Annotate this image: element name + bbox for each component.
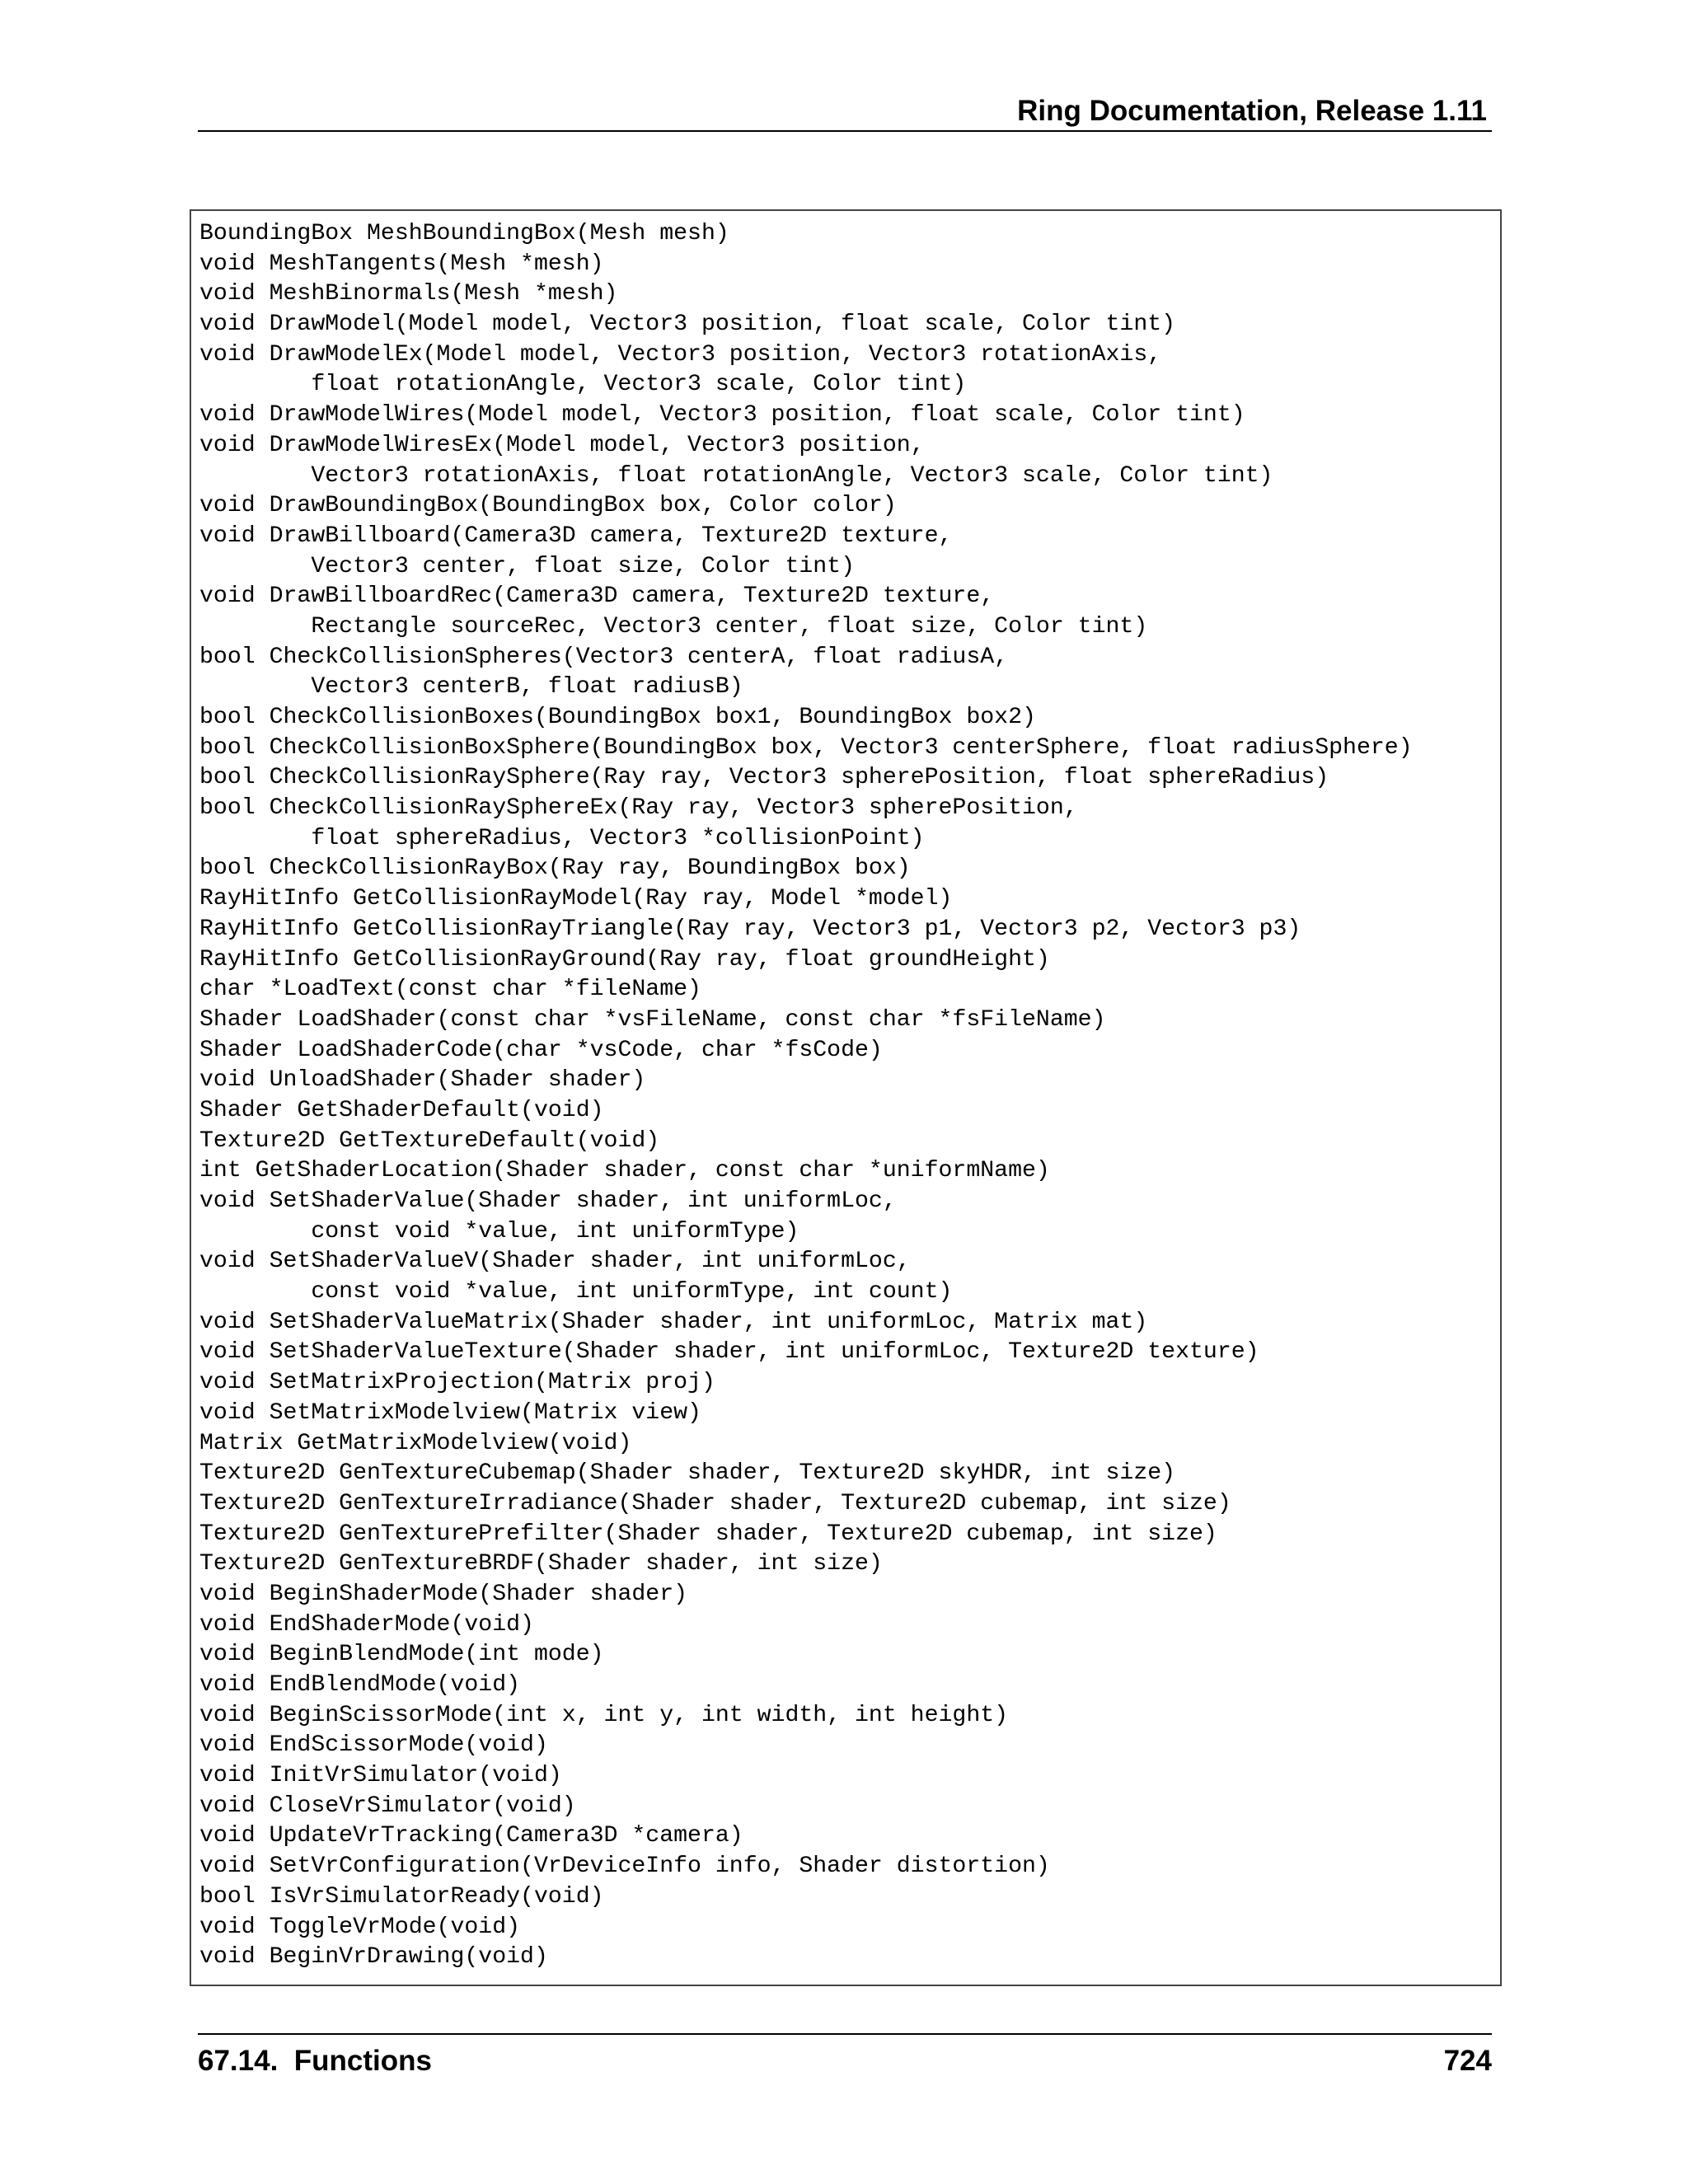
code-line: int GetShaderLocation(Shader shader, const char *uniformName) xyxy=(199,1158,1050,1184)
code-line: void SetShaderValueMatrix(Shader shader, int uniformLoc, Matrix mat) xyxy=(199,1309,1148,1335)
code-line: void BeginBlendMode(int mode) xyxy=(199,1642,604,1668)
code-line: bool CheckCollisionRayBox(Ray ray, BoundingBox box) xyxy=(199,855,911,882)
code-line: Texture2D GetTextureDefault(void) xyxy=(199,1127,660,1154)
code-line: float sphereRadius, Vector3 *collisionPoint) xyxy=(199,825,925,851)
code-line: void DrawModelEx(Model model, Vector3 position, Vector3 rotationAxis, xyxy=(199,341,1162,368)
code-line: void EndShaderMode(void) xyxy=(199,1611,534,1638)
code-line: void CloseVrSimulator(void) xyxy=(199,1793,576,1819)
code-line: BoundingBox MeshBoundingBox(Mesh mesh) xyxy=(199,221,729,246)
code-line: Texture2D GenTextureCubemap(Shader shader, Texture2D skyHDR, int size) xyxy=(199,1460,1176,1487)
code-line: void DrawBillboard(Camera3D camera, Texture2D texture, xyxy=(199,523,953,549)
code-line: Vector3 centerB, float radiusB) xyxy=(199,674,743,701)
footer-divider xyxy=(198,2033,1492,2035)
code-line: Shader GetShaderDefault(void) xyxy=(199,1097,604,1123)
code-line: void EndBlendMode(void) xyxy=(199,1672,521,1698)
code-line: void MeshBinormals(Mesh *mesh) xyxy=(199,281,618,307)
code-line: Texture2D GenTexturePrefilter(Shader shader, Texture2D cubemap, int size) xyxy=(199,1521,1217,1547)
code-line: Texture2D GenTextureIrradiance(Shader shader, Texture2D cubemap, int size) xyxy=(199,1490,1231,1516)
code-line: void SetShaderValue(Shader shader, int uniformLoc, xyxy=(199,1188,897,1214)
code-block xyxy=(190,209,1502,1986)
code-line: bool IsVrSimulatorReady(void) xyxy=(199,1883,604,1910)
code-line: Matrix GetMatrixModelview(void) xyxy=(199,1430,632,1456)
code-line: void DrawBoundingBox(BoundingBox box, Color color) xyxy=(199,493,897,519)
footer-page-number: 724 xyxy=(1443,2045,1492,2077)
code-line: char *LoadText(const char *fileName) xyxy=(199,977,701,1003)
code-line: bool CheckCollisionBoxSphere(BoundingBox box, Vector3 centerSphere, float radiusSphere) xyxy=(199,734,1413,761)
code-line: bool CheckCollisionSpheres(Vector3 centerA, float radiusA, xyxy=(199,644,1009,670)
code-line: void BeginScissorMode(int x, int y, int width, int height) xyxy=(199,1702,1009,1728)
code-line: Texture2D GenTextureBRDF(Shader shader, int size) xyxy=(199,1551,883,1577)
code-line: void BeginShaderMode(Shader shader) xyxy=(199,1581,688,1607)
code-line: RayHitInfo GetCollisionRayTriangle(Ray ray, Vector3 p1, Vector3 p2, Vector3 p3) xyxy=(199,916,1301,942)
code-line: void InitVrSimulator(void) xyxy=(199,1763,562,1789)
code-line: float rotationAngle, Vector3 scale, Color tint) xyxy=(199,372,967,398)
code-line: bool CheckCollisionBoxes(BoundingBox box1, BoundingBox box2) xyxy=(199,705,1036,730)
code-line: Shader LoadShader(const char *vsFileName, const char *fsFileName) xyxy=(199,1006,1106,1033)
code-line: void EndScissorMode(void) xyxy=(199,1732,548,1759)
code-line: Rectangle sourceRec, Vector3 center, float size, Color tint) xyxy=(199,613,1148,640)
code-line: void DrawBillboardRec(Camera3D camera, Texture2D texture, xyxy=(199,583,995,610)
code-line: Vector3 rotationAxis, float rotationAngle, Vector3 scale, Color tint) xyxy=(199,462,1273,489)
footer-section-title: 67.14. Functions xyxy=(198,2045,432,2077)
code-line: void SetVrConfiguration(VrDeviceInfo info, Shader distortion) xyxy=(199,1854,1050,1880)
code-line: RayHitInfo GetCollisionRayModel(Ray ray, Model *model) xyxy=(199,886,953,912)
code-line: Shader LoadShaderCode(char *vsCode, char *fsCode) xyxy=(199,1037,883,1063)
page-header-title: Ring Documentation, Release 1.11 xyxy=(1017,95,1487,127)
code-line: void SetMatrixModelview(Matrix view) xyxy=(199,1399,701,1426)
code-line: void DrawModelWires(Model model, Vector3 position, float scale, Color tint) xyxy=(199,402,1245,429)
code-line: void SetShaderValueTexture(Shader shader, int uniformLoc, Texture2D texture) xyxy=(199,1339,1259,1366)
code-line: void SetShaderValueV(Shader shader, int uniformLoc, xyxy=(199,1249,911,1275)
code-line: const void *value, int uniformType) xyxy=(199,1218,799,1244)
code-line: const void *value, int uniformType, int count) xyxy=(199,1279,953,1305)
code-line: void BeginVrDrawing(void) xyxy=(199,1944,548,1971)
code-line: void DrawModelWiresEx(Model model, Vector3 position, xyxy=(199,432,925,458)
code-line: void SetMatrixProjection(Matrix proj) xyxy=(199,1370,715,1396)
code-lines xyxy=(199,219,1497,1973)
code-line: bool CheckCollisionRaySphere(Ray ray, Vector3 spherePosition, float sphereRadius) xyxy=(199,765,1329,791)
code-line: void ToggleVrMode(void) xyxy=(199,1914,521,1940)
code-line: RayHitInfo GetCollisionRayGround(Ray ray, float groundHeight) xyxy=(199,946,1050,972)
code-line: void UpdateVrTracking(Camera3D *camera) xyxy=(199,1823,743,1849)
code-line: void UnloadShader(Shader shader) xyxy=(199,1067,646,1094)
header-divider xyxy=(198,130,1492,132)
code-line: void MeshTangents(Mesh *mesh) xyxy=(199,251,604,277)
code-line: void DrawModel(Model model, Vector3 position, float scale, Color tint) xyxy=(199,312,1176,338)
code-line: Vector3 center, float size, Color tint) xyxy=(199,553,856,579)
code-line: bool CheckCollisionRaySphereEx(Ray ray, Vector3 spherePosition, xyxy=(199,795,1078,822)
